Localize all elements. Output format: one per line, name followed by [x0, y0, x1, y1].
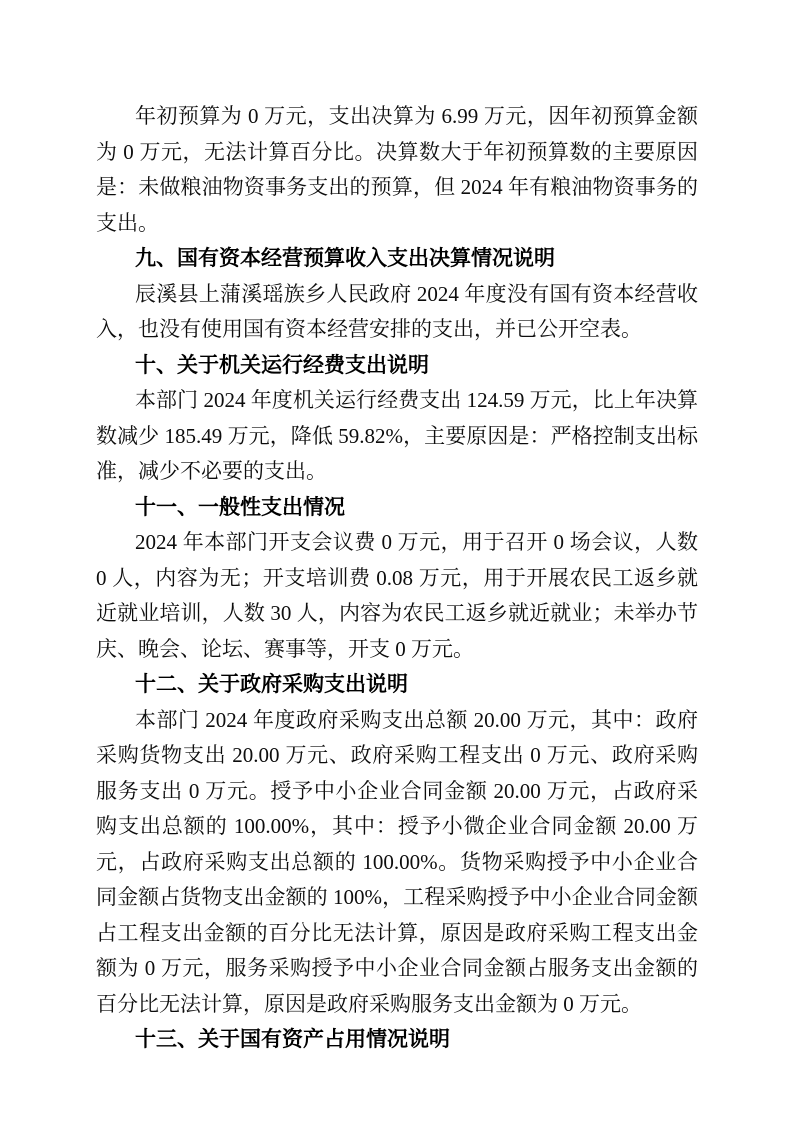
paragraph-state-capital: 辰溪县上蒲溪瑶族乡人民政府 2024 年度没有国有资本经营收入，也没有使用国有资本经营安排的支出，并已公开空表。 — [96, 281, 698, 341]
section-heading-13-state-assets: 十三、关于国有资产占用情况说明 — [135, 1028, 450, 1051]
paragraph-general-expense: 2024 年本部门开支会议费 0 万元，用于召开 0 场会议，人数 0 人，内容为无；开支培训费 0.08 万元，用于开展农民工返乡就近就业培训，人数 30 人，内容为农民工返乡就近就业；未举办节庆、晚会、论坛、赛事等，开支 0 万元。 — [96, 530, 698, 661]
paragraph-budget-variance: 年初预算为 0 万元，支出决算为 6.99 万元，因年初预算金额为 0 万元，无法计算百分比。决算数大于年初预算数的主要原因是：未做粮油物资事务支出的预算，但 2024 年有粮油物资事务的支出。 — [96, 104, 698, 235]
section-heading-10-operating-costs: 十、关于机关运行经费支出说明 — [135, 353, 429, 377]
paragraph-procurement: 本部门 2024 年度政府采购支出总额 20.00 万元，其中：政府采购货物支出 20.00 万元、政府采购工程支出 0 万元、政府采购服务支出 0 万元。授予中小企业合同金额 20.00 万元，占政府采购支出总额的 100.00%，其中：授予小微企业合同金额 20.00 万元，占政府采购支出总额的 100.00%。货物采购授予中小企业合同金额占货物支出金额的 100%，工程采购授予中小企业合同金额占工程支出金额的百分比无法计算，原因是政府采购工程支出金额为 0 万元，服务采购授予中小企业合同金额占服务支出金额的百分比无法计算，原因是政府采购服务支出金额为 0 万元。 — [96, 707, 698, 1016]
section-heading-12-procurement: 十二、关于政府采购支出说明 — [135, 673, 408, 696]
paragraph-operating-costs: 本部门 2024 年度机关运行经费支出 124.59 万元，比上年决算数减少 185.49 万元，降低 59.82%，主要原因是：严格控制支出标准，减少不必要的支出。 — [96, 388, 698, 483]
section-heading-9-state-capital: 九、国有资本经营预算收入支出决算情况说明 — [135, 247, 555, 270]
section-heading-11-general-expense: 十一、一般性支出情况 — [135, 495, 345, 519]
